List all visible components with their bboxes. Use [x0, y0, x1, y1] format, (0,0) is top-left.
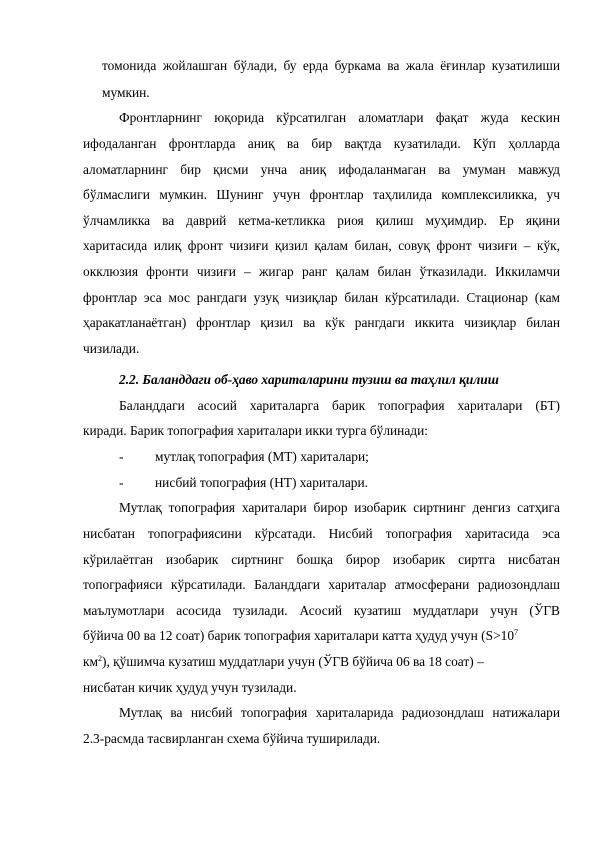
text-line: томонида жойлашган бўлади, бу ерда буркама ва жала ёғинлар кузатилиши — [102, 58, 560, 73]
text-line: Баланддаги асосий хариталарга барик топография хариталари (БТ) — [119, 398, 560, 413]
list-dash: - — [119, 475, 124, 490]
text-line: чизилади. — [83, 341, 140, 356]
text-line — [83, 653, 560, 671]
text-span: бўйича 00 ва 12 соат) барик топография хариталари катта ҳудуд учун (S>10 — [83, 628, 515, 643]
text-line — [83, 627, 560, 645]
text-span: ), қўшимча кузатиш муддатлари учун (ЎГВ бўйича 06 ва 18 соат) – — [101, 654, 484, 669]
text-line: кўрилаётган изобарик сиртнинг бошқа бирор изобарик сиртга нисбатан — [83, 552, 560, 567]
text-line: харитасида илиқ фронт чизиғи қизил қалам билан, совуқ фронт чизиғи – кўк, — [83, 238, 560, 253]
text-line: маълумотлари асосида тузилади. Асосий кузатиш муддатлари учун (ЎГВ — [83, 603, 560, 618]
text-line: нисбатан топографиясини кўрсатади. Нисбий топография харитасида эса — [83, 526, 560, 541]
list-dash: - — [119, 449, 124, 464]
text-line: бўлмаслиги мумкин. Шунинг учун фронтлар таҳлилида комплексиликка, уч — [83, 187, 560, 202]
text-line: фронтлар эса мос рангдаги узуқ чизиқлар билан кўрсатилади. Стационар (кам — [83, 290, 560, 305]
text-span: км — [83, 654, 98, 669]
list-item-text: нисбий топография (НТ) хариталари. — [155, 475, 368, 490]
text-line: ўлчамликка ва даврий кетма-кетликка риоя қилиш муҳимдир. Ер яқини — [83, 213, 560, 228]
superscript: 2 — [97, 654, 102, 663]
text-line: Мутлақ топография хариталари бирор изобарик сиртнинг денгиз сатҳига — [119, 500, 560, 515]
text-line: топографияси кўрсатилади. Баланддаги хариталар атмосферани радиозондлаш — [83, 577, 560, 592]
text-line: ҳаракатланаётган) фронтлар қизил ва кўк рангдаги иккита чизиқлар билан — [83, 315, 560, 330]
text-line: окклюзия фронти чизиғи – жигар ранг қалам билан ўтказилади. Иккиламчи — [83, 264, 560, 279]
text-line: 2.3-расмда тасвирланган схема бўйича туширилади. — [83, 731, 381, 746]
superscript: 7 — [514, 628, 519, 637]
text-line: мумкин. — [102, 85, 150, 100]
text-line: аломатларнинг бир қисми унча аниқ ифодаланмаган ва умуман мавжуд — [83, 162, 560, 177]
text-line: Фронтларнинг юқорида кўрсатилган аломатлари фақат жуда кескин — [119, 110, 560, 125]
text-line: нисбатан кичик ҳудуд учун тузилади. — [83, 680, 297, 695]
text-line: ифодаланган фронтларда аниқ ва бир вақтда кузатилади. Кўп ҳолларда — [83, 136, 560, 151]
list-item-text: мутлақ топография (МТ) хариталари; — [155, 449, 369, 464]
text-line: киради. Барик топография хариталари икки турга бўлинади: — [83, 423, 428, 438]
text-line: Мутлақ ва нисбий топография хариталарида радиозондлаш натижалари — [119, 705, 560, 720]
section-heading: 2.2. Баланддаги об-ҳаво хариталарини тузиш ва таҳлил қилиш — [119, 372, 499, 387]
